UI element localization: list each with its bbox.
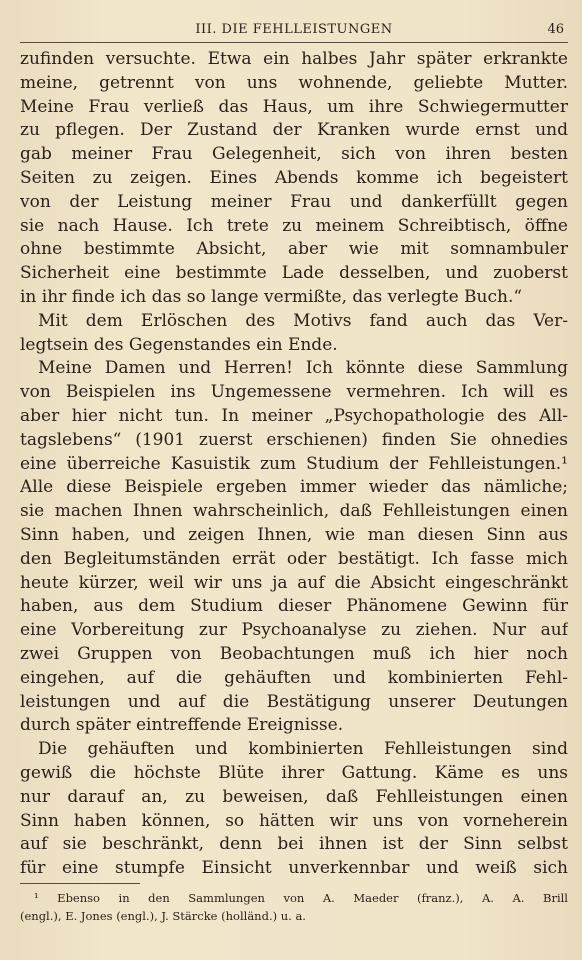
text-line: zufinden versuchte. Etwa ein halbes Jahr später erkrankte (20, 49, 568, 69)
text-line: in ihr finde ich das so lange vermißte, das verlegte Buch.“ (20, 286, 523, 307)
footnotes (20, 889, 568, 925)
text-line: den Begleitumständen errät oder bestätigt. Ich fasse mich (20, 548, 568, 569)
text-line: von der Leistung meiner Frau und dankerfüllt gegen (20, 191, 568, 212)
text-line: sie nach Hause. Ich trete zu meinem Schreibtisch, öffne (20, 215, 568, 236)
text-line: heute kürzer, weil wir uns ja auf die Absicht eingeschränkt (20, 572, 568, 593)
text-line: eingehen, auf die gehäuften und kombinierten Fehl- (20, 667, 568, 688)
text-line: von Beispielen ins Ungemessene vermehren. Ich will es (20, 382, 568, 403)
body-text (20, 48, 568, 881)
text-line: meine, getrennt von uns wohnende, geliebte Mutter. (20, 72, 568, 93)
footnote-line: ¹ Ebenso in den Sammlungen von A. Maeder (franz.), A. A. Brill (34, 891, 568, 905)
text-line: legtsein des Gegenstandes ein Ende. (20, 334, 338, 355)
text-line: auf sie beschränkt, denn bei ihnen ist der Sinn selbst (20, 834, 568, 855)
text-line: ohne bestimmte Absicht, aber wie mit somnambuler (20, 239, 568, 260)
running-header (18, 22, 570, 42)
text-line: durch später eintreffende Ereignisse. (20, 715, 344, 736)
text-line: zwei Gruppen von Beobachtungen muß ich hier noch (20, 643, 568, 664)
footnote-line: (engl.), E. Jones (engl.), J. Stärcke (holländ.) u. a. (20, 909, 306, 923)
text-line: Sinn haben, und zeigen Ihnen, wie man diesen Sinn aus (20, 524, 568, 545)
text-line: leistungen und auf die Bestätigung unserer Deutungen (20, 691, 568, 712)
text-line: tagslebens“ (1901 zuerst erschienen) finden Sie ohnedies (20, 429, 568, 450)
text-line: zu pflegen. Der Zustand der Kranken wurde ernst und (20, 120, 568, 141)
text-line: Sicherheit eine bestimmte Lade desselben, und zuoberst (20, 263, 568, 284)
paragraph-start-line: Meine Damen und Herren! Ich könnte diese Sammlung (38, 358, 568, 379)
paragraph-start-line: Mit dem Erlöschen des Motivs fand auch das Ver- (38, 310, 568, 331)
paragraph-start-line: Die gehäuften und kombinierten Fehlleistungen sind (38, 739, 568, 760)
chapter-title: III. DIE FEHLLEISTUNGEN (195, 22, 393, 37)
text-line: Seiten zu zeigen. Eines Abends komme ich begeistert (20, 167, 568, 188)
text-line: sie machen Ihnen wahrscheinlich, daß Fehlleistungen einen (20, 501, 568, 522)
text-line: eine Vorbereitung zur Psychoanalyse zu ziehen. Nur auf (20, 620, 568, 641)
text-line: für eine stumpfe Einsicht unverkennbar und weiß sich (20, 858, 568, 879)
header-rule (20, 42, 568, 43)
text-line: aber hier nicht tun. In meiner „Psychopathologie des All- (20, 405, 568, 426)
text-line: nur darauf an, zu beweisen, daß Fehlleistungen einen (20, 786, 568, 807)
text-line: haben, aus dem Studium dieser Phänomene Gewinn für (20, 596, 568, 617)
text-line: Alle diese Beispiele ergeben immer wieder das nämliche; (20, 477, 568, 498)
text-line: gewiß die höchste Blüte ihrer Gattung. Käme es uns (20, 762, 568, 783)
page-number: 46 (547, 22, 564, 37)
text-line: eine überreiche Kasuistik zum Studium der Fehlleistungen.¹ (20, 453, 568, 474)
footnote-rule (20, 883, 140, 884)
text-line: gab meiner Frau Gelegenheit, sich von ihren besten (20, 144, 568, 165)
text-line: Meine Frau verließ das Haus, um ihre Schwiegermutter (20, 96, 568, 117)
text-line: Sinn haben können, so hätten wir uns von vorneherein (20, 810, 568, 831)
